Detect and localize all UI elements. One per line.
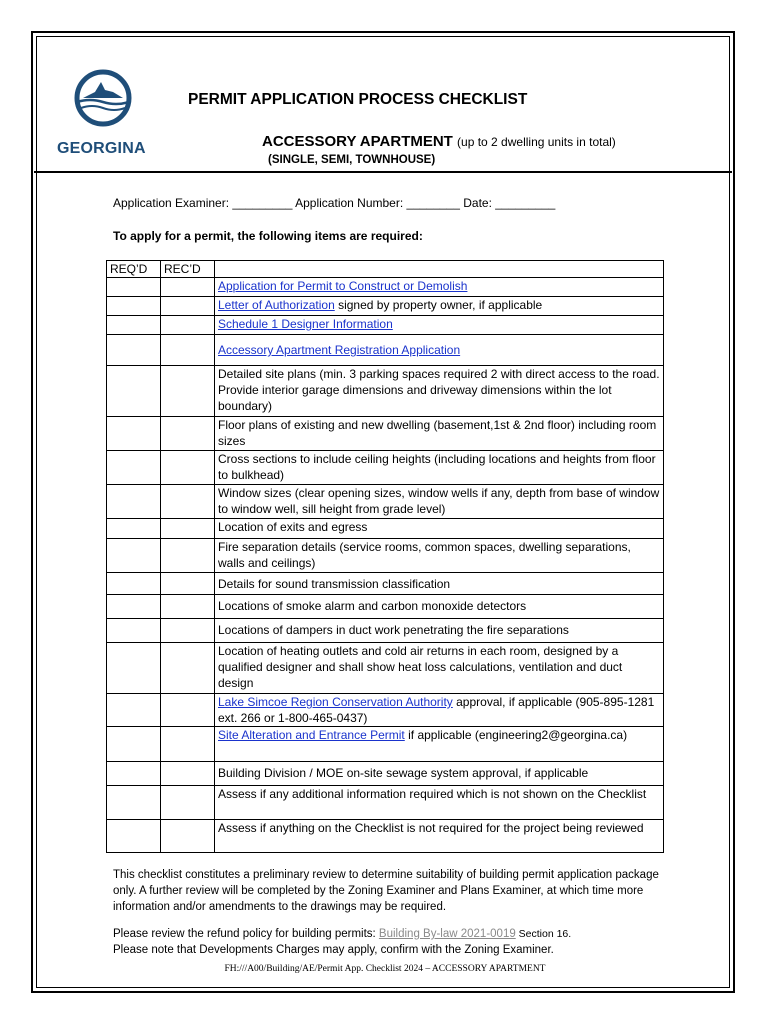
item-cell (215, 595, 664, 619)
required-check-cell[interactable] (107, 297, 161, 316)
received-check-cell[interactable] (161, 643, 215, 694)
required-check-cell[interactable] (107, 573, 161, 595)
item-cell (215, 727, 664, 762)
subtitle-note: (up to 2 dwelling units in total) (457, 135, 616, 149)
received-check-cell[interactable] (161, 694, 215, 727)
received-check-cell[interactable] (161, 278, 215, 297)
item-cell (215, 573, 664, 595)
item-text: Locations of dampers in duct work penetrating the fire separations (218, 623, 569, 637)
table-body (107, 278, 664, 853)
required-check-cell[interactable] (107, 762, 161, 786)
received-check-cell[interactable] (161, 727, 215, 762)
table-row (107, 786, 664, 820)
table-header-row (107, 261, 664, 278)
required-check-cell[interactable] (107, 485, 161, 519)
item-text: Locations of smoke alarm and carbon monoxide detectors (218, 599, 527, 613)
refund-suffix: Section 16. (515, 928, 572, 940)
item-text: Window sizes (clear opening sizes, window wells if any, depth from base of window to window well, sill height from grade level) (218, 486, 660, 516)
received-check-cell[interactable] (161, 335, 215, 366)
received-check-cell[interactable] (161, 786, 215, 820)
item-cell (215, 643, 664, 694)
page-subtitle (262, 133, 616, 150)
item-cell (215, 786, 664, 820)
requirements-table (106, 260, 664, 853)
item-text: Fire separation details (service rooms, common spaces, dwelling separations, walls and ceilings) (218, 540, 631, 570)
received-check-cell[interactable] (161, 762, 215, 786)
received-check-cell[interactable] (161, 539, 215, 573)
required-check-cell[interactable] (107, 417, 161, 451)
item-cell (215, 519, 664, 539)
refund-prefix: Please review the refund policy for building permits: (113, 928, 379, 940)
item-text: Location of heating outlets and cold air returns in each room, designed by a qualified designer and shall show heat loss calculations, ventilation and duct design (218, 644, 623, 690)
table-row (107, 762, 664, 786)
item-text: Building Division / MOE on-site sewage system approval, if applicable (218, 766, 589, 780)
item-text: Location of exits and egress (218, 520, 368, 534)
refund-notice (113, 926, 673, 958)
received-check-cell[interactable] (161, 417, 215, 451)
header-received: REC’D (161, 261, 215, 278)
item-cell (215, 539, 664, 573)
required-check-cell[interactable] (107, 727, 161, 762)
table-row (107, 727, 664, 762)
table-row (107, 297, 664, 316)
table-row (107, 595, 664, 619)
item-cell (215, 417, 664, 451)
item-cell (215, 335, 664, 366)
required-check-cell[interactable] (107, 595, 161, 619)
development-charges-note: Please note that Developments Charges may apply, confirm with the Zoning Examiner. (113, 944, 554, 956)
item-text: Cross sections to include ceiling heights (including locations and heights from floor to bulkhead) (218, 452, 656, 482)
item-cell (215, 762, 664, 786)
table-row (107, 820, 664, 853)
table-row (107, 485, 664, 519)
received-check-cell[interactable] (161, 485, 215, 519)
received-check-cell[interactable] (161, 297, 215, 316)
received-check-cell[interactable] (161, 595, 215, 619)
required-check-cell[interactable] (107, 278, 161, 297)
item-text: Detailed site plans (min. 3 parking spaces required 2 with direct access to the road. Provide interior garage dimensions and driveway dimensions within the lot boundary) (218, 367, 660, 413)
item-link[interactable]: Application for Permit to Construct or Demolish (218, 279, 468, 293)
item-cell (215, 316, 664, 335)
required-check-cell[interactable] (107, 694, 161, 727)
item-cell (215, 366, 664, 417)
required-check-cell[interactable] (107, 335, 161, 366)
header-divider (34, 171, 732, 173)
apply-instructions: To apply for a permit, the following items are required: (113, 229, 423, 243)
table-row (107, 316, 664, 335)
required-check-cell[interactable] (107, 820, 161, 853)
received-check-cell[interactable] (161, 451, 215, 485)
item-link[interactable]: Schedule 1 Designer Information (218, 317, 393, 331)
logo-wordmark: GEORGINA (57, 140, 146, 157)
table-row (107, 573, 664, 595)
required-check-cell[interactable] (107, 366, 161, 417)
item-text: if applicable (engineering2@georgina.ca) (404, 728, 628, 742)
document-path: FH:///A00/Building/AE/Permit App. Checklist 2024 – ACCESSORY APARTMENT (224, 964, 546, 974)
table-row (107, 417, 664, 451)
item-text: Assess if anything on the Checklist is not required for the project being reviewed (218, 821, 644, 835)
item-cell (215, 278, 664, 297)
required-check-cell[interactable] (107, 786, 161, 820)
received-check-cell[interactable] (161, 820, 215, 853)
subtitle-main: ACCESSORY APARTMENT (262, 133, 453, 150)
disclaimer-text: This checklist constitutes a preliminary review to determine suitability of building permit application package only. A further review will be completed by the Zoning Examiner and Plans Examiner, at which time more information and/or amendments to the drawings may be required. (113, 869, 659, 913)
table-row (107, 539, 664, 573)
received-check-cell[interactable] (161, 316, 215, 335)
item-text: approval, if applicable (905-895-1281 ext. 266 or 1-800-465-0437) (218, 695, 655, 725)
received-check-cell[interactable] (161, 619, 215, 643)
item-cell (215, 297, 664, 316)
required-check-cell[interactable] (107, 316, 161, 335)
table-row (107, 619, 664, 643)
item-text: signed by property owner, if applicable (334, 298, 543, 312)
item-link[interactable]: Lake Simcoe Region Conservation Authority (218, 695, 453, 709)
header-required: REQ’D (107, 261, 161, 278)
header-item (215, 261, 664, 278)
table-row (107, 519, 664, 539)
item-cell (215, 694, 664, 727)
item-cell (215, 451, 664, 485)
item-link[interactable]: Accessory Apartment Registration Application (218, 343, 461, 357)
item-text: Details for sound transmission classification (218, 577, 451, 591)
examiner-fields: Application Examiner: _________ Application Number: ________ Date: _________ (113, 196, 556, 210)
dwelling-types: (SINGLE, SEMI, TOWNHOUSE) (268, 154, 436, 166)
received-check-cell[interactable] (161, 573, 215, 595)
table-row (107, 335, 664, 366)
received-check-cell[interactable] (161, 366, 215, 417)
required-check-cell[interactable] (107, 619, 161, 643)
item-cell (215, 619, 664, 643)
item-text: Floor plans of existing and new dwelling (basement,1st & 2nd floor) including room sizes (218, 418, 657, 448)
item-link[interactable]: Letter of Authorization (218, 298, 335, 312)
item-cell (215, 820, 664, 853)
required-check-cell[interactable] (107, 643, 161, 694)
bylaw-link[interactable]: Building By-law 2021-0019 (378, 928, 516, 940)
item-text: Assess if any additional information required which is not shown on the Checklist (218, 787, 647, 801)
page-title: PERMIT APPLICATION PROCESS CHECKLIST (188, 91, 528, 108)
table-row (107, 278, 664, 297)
table-row (107, 451, 664, 485)
required-check-cell[interactable] (107, 519, 161, 539)
table-row (107, 366, 664, 417)
item-link[interactable]: Site Alteration and Entrance Permit (218, 728, 405, 742)
received-check-cell[interactable] (161, 519, 215, 539)
table-row (107, 694, 664, 727)
table-row (107, 643, 664, 694)
item-cell (215, 485, 664, 519)
required-check-cell[interactable] (107, 539, 161, 573)
required-check-cell[interactable] (107, 451, 161, 485)
